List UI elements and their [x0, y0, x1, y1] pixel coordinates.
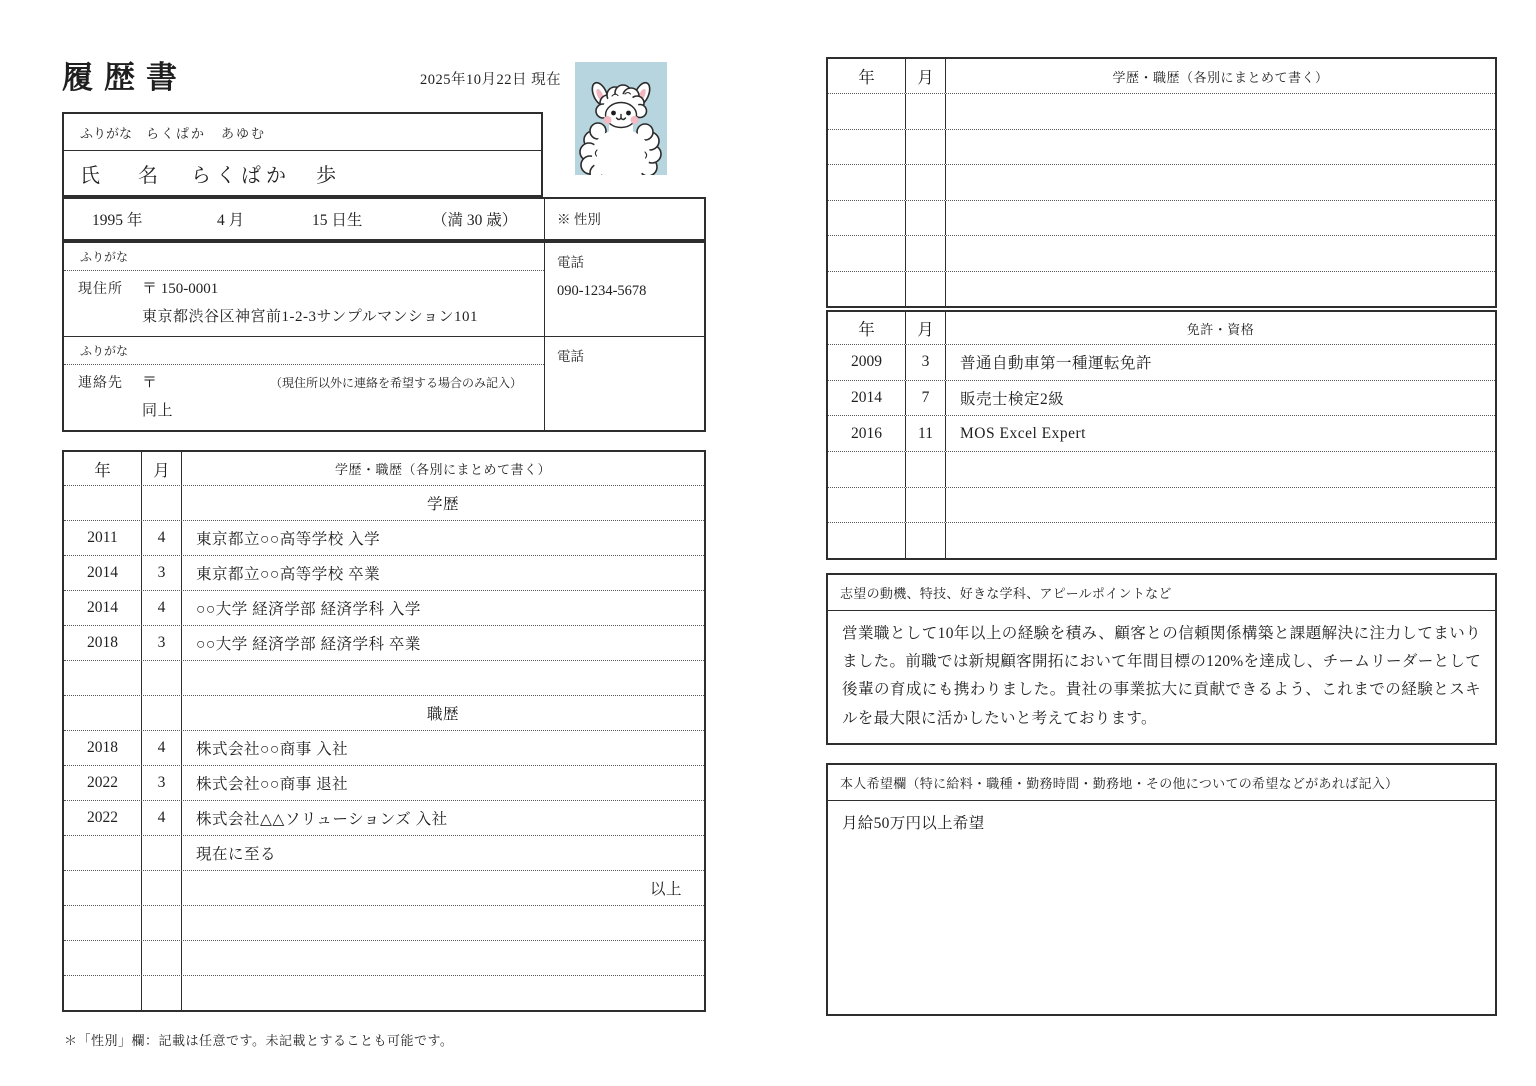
birth-month: 4 月: [217, 212, 245, 229]
address-furigana-row: [64, 243, 544, 271]
contact-note: （現住所以外に連絡を希望する場合のみ記入）: [269, 376, 522, 390]
license-row: [828, 452, 1495, 488]
contact-phone-label: 電話: [557, 349, 584, 364]
month-cell: 3: [906, 345, 946, 380]
name-label: 氏 名: [80, 164, 167, 187]
history-row: [828, 272, 1495, 307]
desc-cell: ○○大学 経済学部 経済学科 卒業: [196, 636, 421, 653]
hopes-body: 月給50万円以上希望: [842, 815, 985, 832]
address-main: [64, 271, 544, 336]
month-cell: [142, 906, 182, 940]
desc-cell: 職歴: [426, 706, 459, 723]
history-row: [64, 836, 704, 871]
alpaca-icon: [575, 62, 667, 175]
year-cell: [828, 94, 906, 129]
licenses-table: [826, 310, 1497, 560]
desc-cell: [182, 976, 704, 1010]
history-row: [828, 201, 1495, 237]
month-cell: [906, 488, 946, 523]
desc-cell: [946, 165, 1495, 200]
desc-cell: 販売士検定2級: [960, 391, 1065, 408]
month-header: 月: [142, 452, 182, 485]
phone-cell: [545, 243, 704, 336]
desc-cell: 普通自動車第一種運転免許: [960, 355, 1153, 373]
postal-code: 〒 150-0001: [142, 281, 219, 297]
year-cell: 2016: [828, 416, 906, 451]
desc-header: 免許・資格: [1186, 321, 1255, 337]
month-cell: [906, 130, 946, 165]
year-cell: 2014: [64, 591, 142, 625]
history-row: [64, 941, 704, 976]
license-row: [828, 416, 1495, 452]
desc-cell: [946, 236, 1495, 271]
desc-cell: [946, 452, 1495, 487]
desc-cell: 東京都立○○高等学校 入学: [196, 531, 381, 548]
licenses-header-row: [828, 312, 1495, 345]
month-cell: [142, 486, 182, 520]
address-value: 東京都渋谷区神宮前1-2-3サンプルマンション101: [142, 309, 478, 325]
history-row: [828, 94, 1495, 130]
motivation-section: [826, 573, 1497, 745]
month-cell: [142, 836, 182, 870]
furigana-row: [64, 114, 541, 151]
birthdate-row: [64, 199, 545, 239]
desc-header: 学歴・職歴（各別にまとめて書く）: [334, 462, 551, 477]
month-cell: 4: [142, 801, 182, 835]
photo-frame: [575, 62, 667, 175]
desc-cell: 学歴: [426, 496, 459, 513]
hopes-section: [826, 763, 1497, 1016]
year-header: 年: [64, 452, 142, 485]
desc-cell: 以上: [649, 881, 682, 898]
month-cell: [142, 871, 182, 905]
desc-cell: 株式会社○○商事 退社: [196, 776, 349, 793]
desc-cell: [946, 272, 1495, 307]
year-cell: [64, 661, 142, 695]
year-cell: [828, 130, 906, 165]
desc-cell: ○○大学 経済学部 経済学科 入学: [196, 601, 421, 618]
history-row: [64, 626, 704, 661]
history-table-left: [62, 450, 706, 1012]
year-cell: 2018: [64, 626, 142, 660]
month-cell: [906, 201, 946, 236]
contact-postal-mark: 〒: [142, 375, 158, 391]
history-row: [64, 696, 704, 731]
desc-cell: [946, 488, 1495, 523]
history-row: [64, 871, 704, 906]
history-row: [828, 130, 1495, 166]
year-header: 年: [828, 59, 906, 93]
year-cell: 2014: [828, 381, 906, 416]
desc-cell: [946, 523, 1495, 558]
desc-cell: [946, 94, 1495, 129]
birth-year: 1995 年: [92, 212, 143, 229]
gender-cell: [545, 199, 704, 239]
month-header: 月: [906, 312, 946, 344]
year-cell: [64, 976, 142, 1010]
desc-cell: 株式会社△△ソリューションズ 入社: [196, 811, 448, 828]
desc-cell: [182, 906, 704, 940]
month-cell: [142, 941, 182, 975]
address-section: [64, 243, 704, 337]
phone-value: 090-1234-5678: [557, 283, 647, 299]
year-cell: 2009: [828, 345, 906, 380]
year-cell: 2014: [64, 556, 142, 590]
year-cell: [64, 941, 142, 975]
motivation-body: 営業職として10年以上の経験を積み、顧客との信頼関係構築と課題解決に注力してまいりました。前職では新規顧客開拓において年間目標の120%を達成し、チームリーダーとして後輩の育成にも携わりました。貴社の事業拡大に貢献できるよう、これまでの経験とスキルを最大限に活かしたいと考えております。: [842, 625, 1481, 727]
hopes-label: 本人希望欄（特に給料・職種・勤務時間・勤務地・その他についての希望などがあれば記入）: [828, 765, 1495, 801]
month-cell: [906, 272, 946, 307]
history-row: [64, 486, 704, 521]
furigana-value: らくぱか あゆむ: [146, 125, 267, 141]
year-cell: [828, 523, 906, 558]
desc-header: 学歴・職歴（各別にまとめて書く）: [1112, 69, 1329, 85]
month-cell: [906, 452, 946, 487]
desc-cell: MOS Excel Expert: [960, 424, 1086, 442]
month-cell: [142, 696, 182, 730]
year-cell: 2018: [64, 731, 142, 765]
history-row: [828, 236, 1495, 272]
year-cell: [828, 236, 906, 271]
history-row: [64, 731, 704, 766]
year-cell: [828, 488, 906, 523]
name-section: [62, 112, 543, 197]
month-header: 月: [906, 59, 946, 93]
year-cell: [64, 871, 142, 905]
month-cell: [142, 661, 182, 695]
year-cell: [64, 836, 142, 870]
contact-label: 連絡先: [78, 376, 123, 391]
month-cell: 4: [142, 521, 182, 555]
birth-age: （満 30 歳）: [432, 212, 518, 229]
year-cell: 2011: [64, 521, 142, 555]
gender-footnote: ＊「性別」欄：記載は任意です。未記載とすることも可能です。: [64, 1033, 454, 1048]
history-row: [64, 661, 704, 696]
history-header-row: [64, 452, 704, 486]
history-row: [64, 591, 704, 626]
month-cell: [142, 976, 182, 1010]
history-row: [64, 556, 704, 591]
desc-cell: [946, 201, 1495, 236]
year-cell: [64, 486, 142, 520]
month-cell: 3: [142, 626, 182, 660]
year-cell: [828, 452, 906, 487]
month-cell: [906, 236, 946, 271]
license-row: [828, 345, 1495, 381]
name-value: らくぱか 歩: [191, 164, 341, 187]
gender-label: ※ 性別: [557, 212, 601, 227]
license-row: [828, 381, 1495, 417]
birthdate-section: [62, 197, 706, 241]
year-cell: 2022: [64, 766, 142, 800]
current-date: 2025年10月22日 現在: [420, 72, 562, 88]
month-cell: 3: [142, 766, 182, 800]
motivation-label: 志望の動機、特技、好きな学科、アピールポイントなど: [828, 575, 1495, 611]
birth-day: 15 日生: [312, 212, 363, 229]
history-row: [64, 976, 704, 1010]
month-cell: 11: [906, 416, 946, 451]
address-furigana-label: ふりがな: [80, 250, 129, 264]
contact-value: 同上: [142, 403, 174, 419]
license-row: [828, 488, 1495, 524]
desc-cell: [182, 661, 704, 695]
address-label: 現住所: [78, 282, 123, 297]
history-row: [64, 521, 704, 556]
history-row: [64, 766, 704, 801]
history-table-right: [826, 57, 1497, 308]
desc-cell: 現在に至る: [196, 846, 277, 863]
furigana-label: ふりがな: [80, 125, 133, 141]
month-cell: [906, 523, 946, 558]
history-row: [64, 801, 704, 836]
month-cell: [906, 165, 946, 200]
contact-furigana-label: ふりがな: [80, 344, 129, 358]
year-cell: [828, 272, 906, 307]
year-cell: 2022: [64, 801, 142, 835]
contact-main: [64, 365, 544, 430]
license-row: [828, 523, 1495, 558]
history-row: [64, 906, 704, 941]
phone-label: 電話: [557, 255, 584, 270]
desc-cell: [946, 130, 1495, 165]
year-cell: [828, 201, 906, 236]
contact-section: [64, 337, 704, 430]
name-row: [64, 151, 541, 195]
contact-phone-cell: [545, 337, 704, 430]
desc-cell: 東京都立○○高等学校 卒業: [196, 566, 381, 583]
contact-furigana-row: [64, 337, 544, 365]
desc-cell: [182, 941, 704, 975]
month-cell: 4: [142, 591, 182, 625]
year-header: 年: [828, 312, 906, 344]
page-title: 履歴書: [62, 60, 188, 95]
address-contact-section: [62, 241, 706, 432]
desc-cell: 株式会社○○商事 入社: [196, 741, 349, 758]
year-cell: [828, 165, 906, 200]
month-cell: [906, 94, 946, 129]
month-cell: 7: [906, 381, 946, 416]
year-cell: [64, 906, 142, 940]
year-cell: [64, 696, 142, 730]
history-row: [828, 165, 1495, 201]
history2-header-row: [828, 59, 1495, 94]
month-cell: 4: [142, 731, 182, 765]
month-cell: 3: [142, 556, 182, 590]
